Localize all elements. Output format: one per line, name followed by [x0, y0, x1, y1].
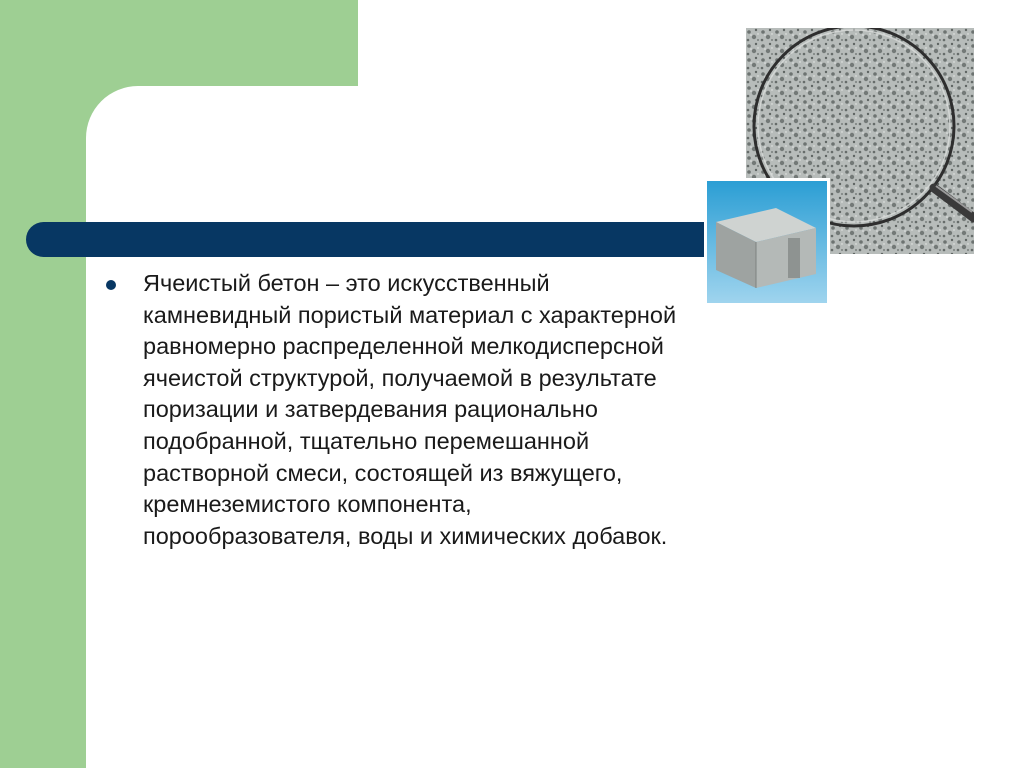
bullet-item [106, 268, 686, 552]
bullet-list [106, 268, 686, 552]
bullet-icon [106, 280, 116, 290]
bullet-text: Ячеистый бетон – это искусственный камневидный пористый материал с характерной равномерно распределенной мелкодисперсной ячеистой структурой, получаемой в результате поризации и затвердевания рационально подобранной, тщательно перемешанной растворной смеси, состоящей из вяжущего, кремнеземистого компонента, порообразователя, воды и химических добавок. [143, 270, 677, 549]
aerated-concrete-block-image [704, 178, 830, 306]
title-bar [26, 222, 726, 257]
